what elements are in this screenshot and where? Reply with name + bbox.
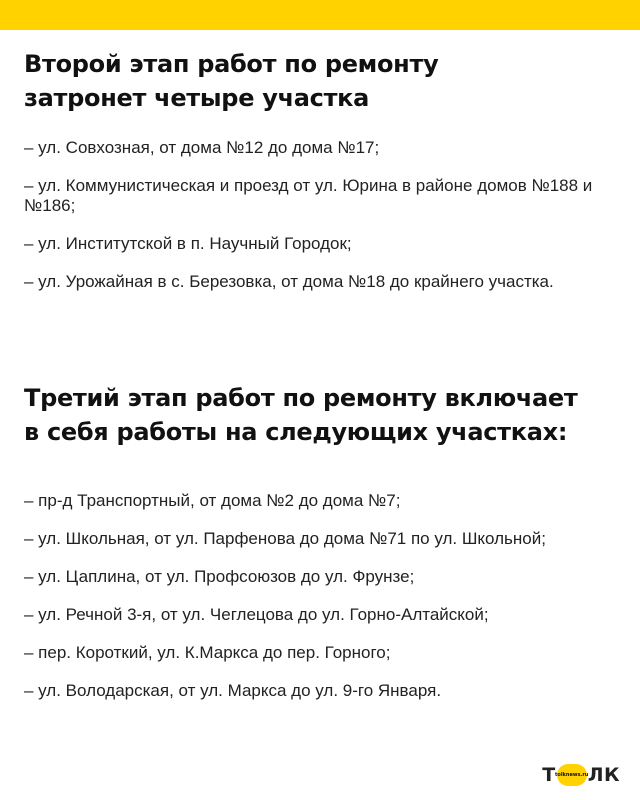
list-item: – ул. Цаплина, от ул. Профсоюзов до ул. Фрунзе; <box>24 567 415 586</box>
list-item: – пер. Короткий, ул. К.Маркса до пер. Горного; <box>24 643 391 662</box>
section-1-heading-line: Второй этап работ по ремонту <box>24 50 439 78</box>
section-2-list <box>24 491 620 701</box>
top-accent-bar <box>0 0 640 30</box>
list-item: – пр-д Транспортный, от дома №2 до дома №7; <box>24 491 401 510</box>
list-item: – ул. Урожайная в с. Березовка, от дома №18 до крайнего участка. <box>24 272 554 291</box>
section-1-heading-line: затронет четыре участка <box>24 84 370 112</box>
section-2-heading <box>24 381 578 449</box>
list-item: – ул. Речной 3-я, от ул. Чеглецова до ул. Горно-Алтайской; <box>24 605 489 624</box>
list-item: – ул. Володарская, от ул. Маркса до ул. 9-го Января. <box>24 681 442 700</box>
section-1-heading <box>24 47 438 115</box>
logo-letter-left: Т <box>542 764 556 786</box>
section-2-heading-line: Третий этап работ по ремонту включает <box>24 384 578 412</box>
list-item: – ул. Коммунистическая и проезд от ул. Юрина в районе домов №188 и №186; <box>24 176 593 215</box>
section-1-list <box>24 138 620 292</box>
list-item: – ул. Институтской в п. Научный Городок; <box>24 234 352 253</box>
list-item: – ул. Школьная, от ул. Парфенова до дома №71 по ул. Школьной; <box>24 529 546 548</box>
tolk-logo <box>542 764 620 786</box>
logo-letters-right: ЛК <box>587 764 620 786</box>
list-item: – ул. Совхозная, от дома №12 до дома №17; <box>24 138 380 157</box>
logo-badge: tolknews.ru <box>557 764 587 786</box>
section-2-heading-line: в себя работы на следующих участках: <box>24 418 568 446</box>
